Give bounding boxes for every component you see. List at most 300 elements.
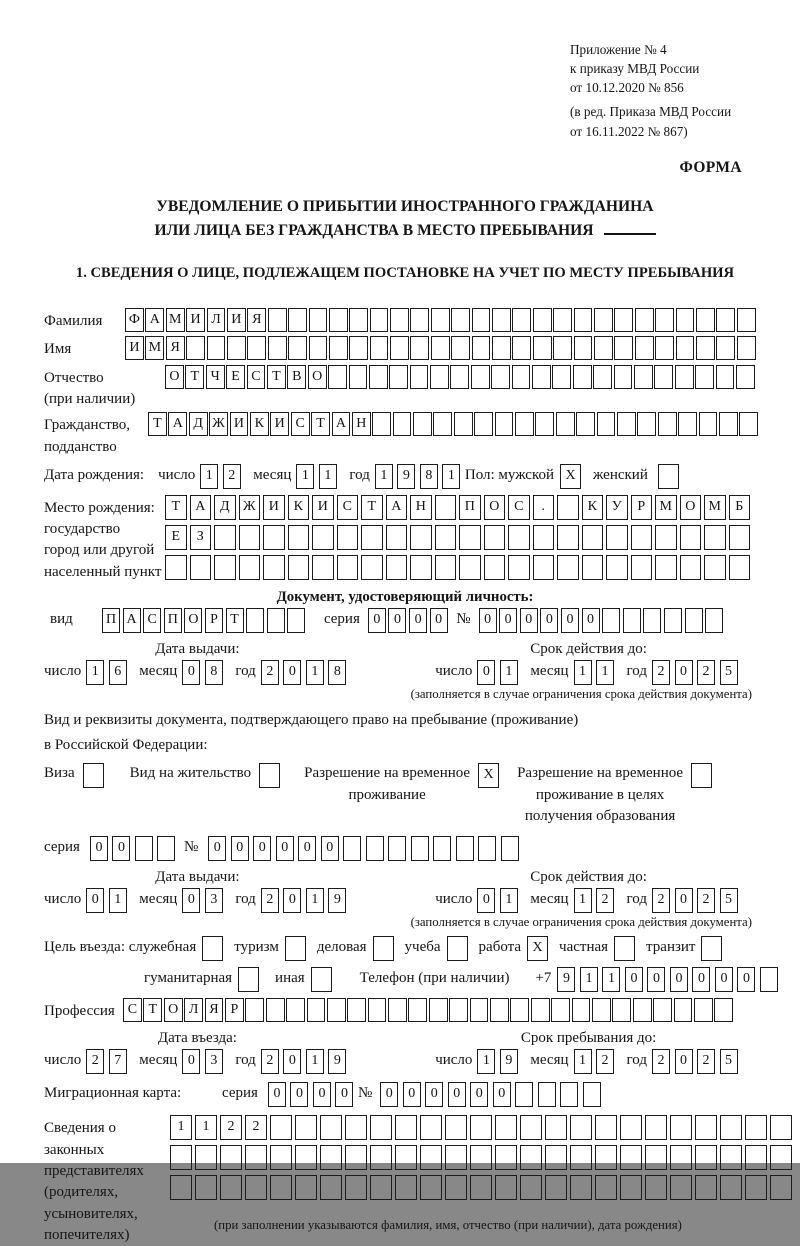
char-cell[interactable]: 2 [86,1049,104,1074]
char-cell[interactable] [520,1175,542,1200]
char-cell[interactable] [393,412,412,436]
char-cell[interactable] [328,365,347,389]
char-cell[interactable] [410,308,429,332]
char-cell[interactable] [366,836,384,861]
char-cell[interactable] [570,1175,592,1200]
birthplace-boxes-row3[interactable] [165,555,753,580]
char-cell[interactable]: Т [311,412,330,436]
char-cell[interactable] [553,336,572,360]
char-cell[interactable] [714,998,733,1022]
char-cell[interactable] [349,336,368,360]
char-cell[interactable] [595,1115,617,1140]
char-cell[interactable]: 0 [335,1082,353,1107]
char-cell[interactable]: Т [165,495,187,520]
char-cell[interactable] [631,525,653,550]
char-cell[interactable]: 2 [596,1049,614,1074]
char-cell[interactable] [582,555,604,580]
char-cell[interactable] [508,555,530,580]
surname-boxes[interactable] [125,308,757,332]
char-cell[interactable]: И [312,495,334,520]
char-cell[interactable] [451,336,470,360]
char-cell[interactable] [645,1145,667,1170]
char-cell[interactable]: 7 [109,1049,127,1074]
sex-female-checkbox[interactable] [658,464,679,489]
char-cell[interactable]: К [582,495,604,520]
char-cell[interactable]: 1 [170,1115,192,1140]
char-cell[interactable]: 1 [375,464,393,489]
char-cell[interactable] [770,1175,792,1200]
char-cell[interactable]: В [287,365,306,389]
char-cell[interactable] [456,836,474,861]
char-cell[interactable] [202,936,223,961]
char-cell[interactable]: 0 [737,967,755,992]
char-cell[interactable]: Я [247,308,266,332]
char-cell[interactable]: 1 [574,1049,592,1074]
char-cell[interactable]: 0 [479,608,497,633]
char-cell[interactable] [470,1115,492,1140]
stay-day[interactable] [477,1049,522,1074]
char-cell[interactable]: Ж [239,495,261,520]
char-cell[interactable] [239,555,261,580]
char-cell[interactable] [576,412,595,436]
doc-issue-day[interactable] [86,660,131,685]
char-cell[interactable] [699,412,718,436]
char-cell[interactable] [705,608,723,633]
char-cell[interactable] [643,608,661,633]
char-cell[interactable]: И [227,308,246,332]
char-cell[interactable] [736,365,755,389]
entry-year[interactable] [261,1049,351,1074]
char-cell[interactable]: 0 [298,836,316,861]
char-cell[interactable]: 6 [109,660,127,685]
char-cell[interactable] [637,412,656,436]
char-cell[interactable] [343,836,361,861]
birth-year-boxes[interactable] [375,464,465,489]
char-cell[interactable] [410,365,429,389]
char-cell[interactable] [361,525,383,550]
char-cell[interactable]: 0 [86,888,104,913]
char-cell[interactable] [471,365,490,389]
char-cell[interactable] [470,1175,492,1200]
char-cell[interactable]: 0 [540,608,558,633]
char-cell[interactable] [614,365,633,389]
char-cell[interactable]: О [165,365,184,389]
char-cell[interactable]: 8 [328,660,346,685]
char-cell[interactable]: 2 [261,1049,279,1074]
char-cell[interactable]: И [186,308,205,332]
char-cell[interactable]: Я [166,336,185,360]
phone-boxes[interactable] [557,967,782,992]
char-cell[interactable]: 9 [328,1049,346,1074]
char-cell[interactable]: 0 [499,608,517,633]
char-cell[interactable]: 9 [397,464,415,489]
char-cell[interactable]: К [250,412,269,436]
char-cell[interactable] [207,336,226,360]
char-cell[interactable] [655,555,677,580]
char-cell[interactable] [770,1145,792,1170]
char-cell[interactable]: 1 [477,1049,495,1074]
char-cell[interactable] [658,412,677,436]
char-cell[interactable] [678,412,697,436]
char-cell[interactable]: 0 [470,1082,488,1107]
char-cell[interactable] [573,365,592,389]
char-cell[interactable] [395,1145,417,1170]
char-cell[interactable] [410,336,429,360]
char-cell[interactable] [445,1115,467,1140]
char-cell[interactable] [157,836,175,861]
char-cell[interactable]: 0 [675,1049,693,1074]
char-cell[interactable]: 1 [109,888,127,913]
char-cell[interactable] [645,1115,667,1140]
char-cell[interactable] [614,936,635,961]
char-cell[interactable] [737,336,756,360]
char-cell[interactable] [664,608,682,633]
purpose-other-checkbox[interactable] [311,967,332,992]
char-cell[interactable]: 0 [112,836,130,861]
char-cell[interactable] [729,525,751,550]
char-cell[interactable]: И [270,412,289,436]
char-cell[interactable] [270,1145,292,1170]
char-cell[interactable] [495,412,514,436]
char-cell[interactable] [413,412,432,436]
char-cell[interactable] [195,1175,217,1200]
char-cell[interactable]: Т [267,365,286,389]
char-cell[interactable] [368,998,387,1022]
representatives-boxes-row3[interactable] [170,1175,795,1200]
char-cell[interactable] [670,1175,692,1200]
char-cell[interactable] [309,336,328,360]
char-cell[interactable] [492,308,511,332]
char-cell[interactable] [337,555,359,580]
char-cell[interactable] [680,555,702,580]
char-cell[interactable]: X [527,936,548,961]
char-cell[interactable] [720,1115,742,1140]
char-cell[interactable]: Т [226,608,244,633]
residence-series-boxes[interactable] [90,836,180,861]
char-cell[interactable] [288,308,307,332]
char-cell[interactable] [247,336,266,360]
char-cell[interactable] [654,365,673,389]
char-cell[interactable]: 1 [306,1049,324,1074]
char-cell[interactable]: Н [410,495,432,520]
char-cell[interactable] [395,1115,417,1140]
char-cell[interactable]: 2 [652,1049,670,1074]
char-cell[interactable]: Р [225,998,244,1022]
char-cell[interactable]: Е [226,365,245,389]
char-cell[interactable] [737,308,756,332]
char-cell[interactable] [597,412,616,436]
char-cell[interactable]: 0 [477,660,495,685]
char-cell[interactable]: 1 [296,464,314,489]
char-cell[interactable]: 0 [403,1082,421,1107]
char-cell[interactable]: 0 [276,836,294,861]
char-cell[interactable] [510,998,529,1022]
char-cell[interactable] [720,1175,742,1200]
char-cell[interactable] [635,336,654,360]
char-cell[interactable]: 2 [261,888,279,913]
char-cell[interactable] [431,336,450,360]
char-cell[interactable] [307,998,326,1022]
char-cell[interactable] [270,1175,292,1200]
char-cell[interactable]: 0 [675,888,693,913]
char-cell[interactable] [574,336,593,360]
char-cell[interactable] [551,998,570,1022]
char-cell[interactable] [533,336,552,360]
char-cell[interactable] [390,308,409,332]
char-cell[interactable]: 2 [596,888,614,913]
representatives-boxes-row2[interactable] [170,1145,795,1170]
char-cell[interactable]: 2 [261,660,279,685]
char-cell[interactable] [287,608,305,633]
char-cell[interactable]: Л [207,308,226,332]
patronymic-boxes[interactable] [165,365,756,389]
char-cell[interactable]: 1 [306,660,324,685]
char-cell[interactable]: 0 [520,608,538,633]
residence-valid-month[interactable] [574,888,619,913]
char-cell[interactable]: 1 [319,464,337,489]
char-cell[interactable] [478,836,496,861]
char-cell[interactable] [430,365,449,389]
char-cell[interactable]: 2 [652,660,670,685]
char-cell[interactable] [545,1175,567,1200]
char-cell[interactable] [472,336,491,360]
char-cell[interactable] [395,1175,417,1200]
birth-month-boxes[interactable] [296,464,341,489]
char-cell[interactable] [389,365,408,389]
char-cell[interactable] [695,365,714,389]
char-cell[interactable] [349,365,368,389]
char-cell[interactable] [220,1175,242,1200]
char-cell[interactable]: М [145,336,164,360]
char-cell[interactable]: 1 [602,967,620,992]
char-cell[interactable] [620,1145,642,1170]
char-cell[interactable]: 0 [253,836,271,861]
temp-residence-checkbox[interactable] [478,763,499,788]
char-cell[interactable] [388,836,406,861]
char-cell[interactable] [295,1175,317,1200]
char-cell[interactable] [655,525,677,550]
char-cell[interactable] [745,1145,767,1170]
char-cell[interactable] [606,555,628,580]
char-cell[interactable] [583,1082,601,1107]
char-cell[interactable] [557,555,579,580]
char-cell[interactable] [533,525,555,550]
birthplace-boxes-row1[interactable] [165,495,753,520]
char-cell[interactable]: С [337,495,359,520]
char-cell[interactable]: 2 [245,1115,267,1140]
char-cell[interactable] [595,1175,617,1200]
char-cell[interactable] [595,1145,617,1170]
char-cell[interactable] [435,495,457,520]
char-cell[interactable]: 0 [388,608,406,633]
residence-valid-day[interactable] [477,888,522,913]
char-cell[interactable]: 2 [697,1049,715,1074]
char-cell[interactable] [429,998,448,1022]
doc-issue-year[interactable] [261,660,351,685]
representatives-boxes-row1[interactable] [170,1115,795,1140]
migration-series-boxes[interactable] [268,1082,358,1107]
char-cell[interactable] [653,998,672,1022]
char-cell[interactable] [719,412,738,436]
char-cell[interactable] [491,365,510,389]
purpose-humanitarian-checkbox[interactable] [238,967,259,992]
char-cell[interactable] [635,308,654,332]
char-cell[interactable] [135,836,153,861]
char-cell[interactable] [370,1115,392,1140]
entry-month[interactable] [182,1049,227,1074]
char-cell[interactable] [347,998,366,1022]
char-cell[interactable] [386,555,408,580]
char-cell[interactable]: 0 [430,608,448,633]
char-cell[interactable] [620,1175,642,1200]
char-cell[interactable] [420,1175,442,1200]
char-cell[interactable] [447,936,468,961]
char-cell[interactable]: Ч [206,365,225,389]
char-cell[interactable] [716,308,735,332]
char-cell[interactable] [606,525,628,550]
char-cell[interactable] [557,495,579,520]
char-cell[interactable] [361,555,383,580]
char-cell[interactable] [245,1175,267,1200]
char-cell[interactable] [83,763,104,788]
char-cell[interactable]: 1 [500,888,518,913]
char-cell[interactable] [454,412,473,436]
char-cell[interactable] [170,1175,192,1200]
char-cell[interactable] [285,936,306,961]
char-cell[interactable] [220,1145,242,1170]
char-cell[interactable]: 5 [720,660,738,685]
char-cell[interactable] [329,308,348,332]
char-cell[interactable] [370,1145,392,1170]
char-cell[interactable] [696,308,715,332]
char-cell[interactable] [676,308,695,332]
char-cell[interactable]: Т [148,412,167,436]
char-cell[interactable]: Н [352,412,371,436]
char-cell[interactable] [286,998,305,1022]
char-cell[interactable] [760,967,778,992]
char-cell[interactable] [263,555,285,580]
char-cell[interactable] [535,412,554,436]
char-cell[interactable]: А [332,412,351,436]
char-cell[interactable] [770,1115,792,1140]
char-cell[interactable] [515,412,534,436]
char-cell[interactable]: . [533,495,555,520]
char-cell[interactable] [745,1115,767,1140]
char-cell[interactable]: 0 [425,1082,443,1107]
char-cell[interactable]: 0 [231,836,249,861]
char-cell[interactable] [373,936,394,961]
char-cell[interactable]: З [190,525,212,550]
char-cell[interactable] [645,1175,667,1200]
char-cell[interactable] [372,412,391,436]
char-cell[interactable] [720,1145,742,1170]
char-cell[interactable] [311,967,332,992]
char-cell[interactable] [337,525,359,550]
char-cell[interactable] [410,525,432,550]
purpose-study-checkbox[interactable] [447,936,468,961]
char-cell[interactable] [594,308,613,332]
char-cell[interactable] [320,1175,342,1200]
char-cell[interactable]: 9 [328,888,346,913]
char-cell[interactable]: О [484,495,506,520]
char-cell[interactable]: 5 [720,1049,738,1074]
char-cell[interactable] [572,998,591,1022]
char-cell[interactable]: 9 [500,1049,518,1074]
char-cell[interactable] [620,1115,642,1140]
char-cell[interactable] [508,525,530,550]
char-cell[interactable] [170,1145,192,1170]
char-cell[interactable] [431,308,450,332]
char-cell[interactable]: 0 [561,608,579,633]
migration-number-boxes[interactable] [380,1082,605,1107]
char-cell[interactable]: 0 [380,1082,398,1107]
purpose-official-checkbox[interactable] [202,936,223,961]
char-cell[interactable]: 0 [448,1082,466,1107]
char-cell[interactable] [459,555,481,580]
char-cell[interactable]: М [655,495,677,520]
char-cell[interactable] [716,336,735,360]
char-cell[interactable]: 9 [557,967,575,992]
char-cell[interactable]: С [247,365,266,389]
char-cell[interactable] [370,336,389,360]
char-cell[interactable] [582,525,604,550]
char-cell[interactable] [695,1145,717,1170]
char-cell[interactable] [633,998,652,1022]
char-cell[interactable] [634,365,653,389]
char-cell[interactable]: О [164,998,183,1022]
char-cell[interactable]: И [230,412,249,436]
char-cell[interactable]: М [166,308,185,332]
char-cell[interactable]: П [459,495,481,520]
char-cell[interactable]: 0 [625,967,643,992]
char-cell[interactable] [570,1115,592,1140]
char-cell[interactable] [490,998,509,1022]
char-cell[interactable] [617,412,636,436]
char-cell[interactable] [410,555,432,580]
char-cell[interactable] [614,308,633,332]
stay-month[interactable] [574,1049,619,1074]
char-cell[interactable]: 0 [290,1082,308,1107]
char-cell[interactable]: 1 [195,1115,217,1140]
char-cell[interactable] [445,1145,467,1170]
char-cell[interactable] [345,1145,367,1170]
char-cell[interactable]: Д [189,412,208,436]
char-cell[interactable]: 1 [580,967,598,992]
char-cell[interactable]: 0 [670,967,688,992]
char-cell[interactable]: 0 [208,836,226,861]
purpose-tourism-checkbox[interactable] [285,936,306,961]
char-cell[interactable] [695,1175,717,1200]
char-cell[interactable]: 0 [368,608,386,633]
char-cell[interactable]: А [168,412,187,436]
char-cell[interactable]: О [680,495,702,520]
char-cell[interactable] [320,1115,342,1140]
char-cell[interactable]: Р [631,495,653,520]
char-cell[interactable] [288,336,307,360]
residence-issue-month[interactable] [182,888,227,913]
doc-series-boxes[interactable] [368,608,450,633]
char-cell[interactable] [214,555,236,580]
char-cell[interactable]: 0 [182,888,200,913]
purpose-private-checkbox[interactable] [614,936,635,961]
char-cell[interactable] [459,525,481,550]
purpose-work-checkbox[interactable] [527,936,548,961]
citizenship-boxes[interactable] [148,412,760,436]
char-cell[interactable]: А [145,308,164,332]
char-cell[interactable] [716,365,735,389]
char-cell[interactable] [309,308,328,332]
char-cell[interactable]: М [704,495,726,520]
